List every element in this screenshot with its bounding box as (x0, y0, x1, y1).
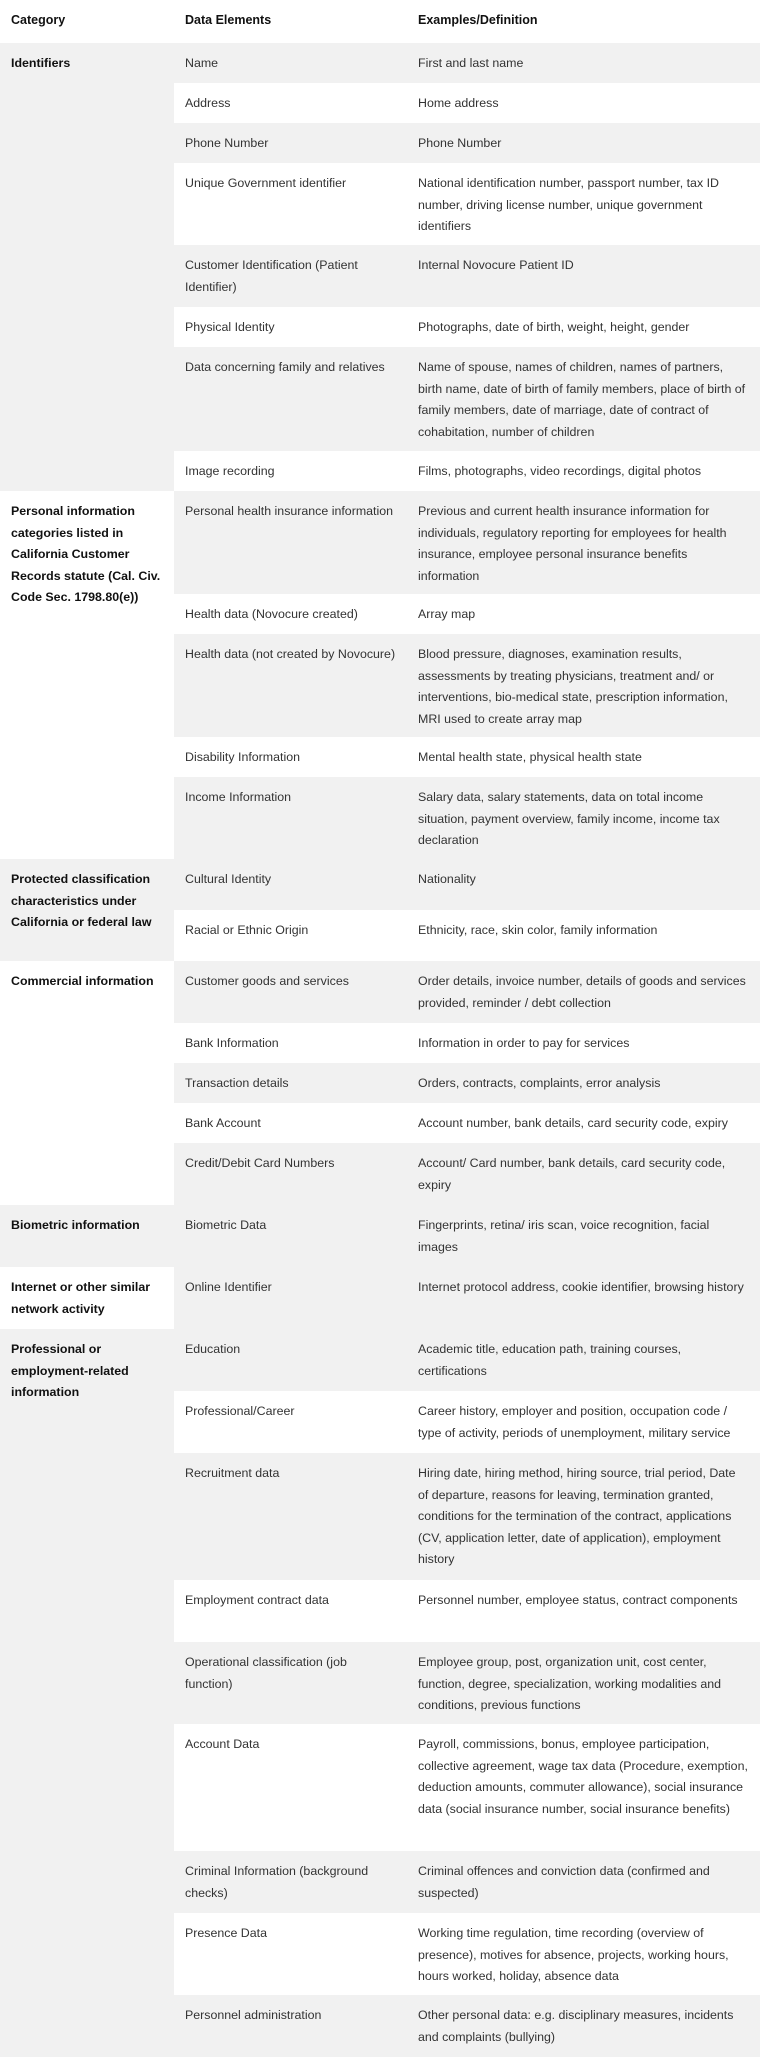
data-element-cell: Bank Information (174, 1023, 407, 1063)
data-element-cell: Unique Government identifier (174, 163, 407, 245)
category-cell: Protected classification characteristics under California or federal law (0, 859, 174, 961)
example-cell: Criminal offences and conviction data (confirmed and suspected) (407, 1851, 760, 1913)
data-element-cell: Physical Identity (174, 307, 407, 347)
header-data-elements: Data Elements (174, 0, 407, 43)
data-element-cell: Employment contract data (174, 1580, 407, 1642)
data-element-cell: Racial or Ethnic Origin (174, 910, 407, 961)
data-element-cell: Income Information (174, 777, 407, 859)
example-cell: Fingerprints, retina/ iris scan, voice recognition, facial images (407, 1205, 760, 1267)
data-element-cell: Account Data (174, 1724, 407, 1851)
table-row (0, 1267, 760, 1329)
data-element-cell: Operational classification (job function) (174, 1642, 407, 1724)
example-cell: Other personal data: e.g. disciplinary measures, incidents and complaints (bullying) (407, 1995, 760, 2057)
example-cell: Information in order to pay for services (407, 1023, 760, 1063)
example-cell: Previous and current health insurance information for individuals, regulatory reporting for employees for health insurance, employee personal insurance benefits information (407, 491, 760, 594)
data-element-cell: Customer Identification (Patient Identifier) (174, 245, 407, 307)
data-element-cell: Presence Data (174, 1913, 407, 1995)
category-cell: Personal information categories listed in California Customer Records statute (Cal. Civ. Code Sec. 1798.80(e)) (0, 491, 174, 859)
example-cell: Home address (407, 83, 760, 123)
table-row (0, 859, 760, 910)
table-row (0, 1329, 760, 1391)
example-cell: National identification number, passport number, tax ID number, driving license number, unique government identifiers (407, 163, 760, 245)
example-cell: Personnel number, employee status, contract components (407, 1580, 760, 1642)
example-cell: Mental health state, physical health state (407, 737, 760, 777)
data-element-cell: Transaction details (174, 1063, 407, 1103)
example-cell: Internal Novocure Patient ID (407, 245, 760, 307)
data-element-cell: Phone Number (174, 123, 407, 163)
category-cell: Internet or other similar network activity (0, 1267, 174, 1329)
example-cell: Academic title, education path, training courses, certifications (407, 1329, 760, 1391)
table-row (0, 961, 760, 1023)
category-cell: Commercial information (0, 961, 174, 1205)
example-cell: Internet protocol address, cookie identifier, browsing history (407, 1267, 760, 1329)
example-cell: Employee group, post, organization unit, cost center, function, degree, specialization, working modalities and conditions, previous functions (407, 1642, 760, 1724)
example-cell: Name of spouse, names of children, names of partners, birth name, date of birth of family members, place of birth of family members, date of marriage, date of contract of cohabitation, number of children (407, 347, 760, 451)
example-cell: Payroll, commissions, bonus, employee participation, collective agreement, wage tax data (Procedure, exemption, deduction amounts, commuter allowance), social insurance data (social insurance number, social insurance benefits) (407, 1724, 760, 1851)
data-element-cell: Data concerning family and relatives (174, 347, 407, 451)
category-cell: Identifiers (0, 43, 174, 491)
example-cell: Working time regulation, time recording (overview of presence), motives for absence, projects, working hours, hours worked, holiday, absence data (407, 1913, 760, 1995)
example-cell: Phone Number (407, 123, 760, 163)
data-element-cell: Credit/Debit Card Numbers (174, 1143, 407, 1205)
data-element-cell: Online Identifier (174, 1267, 407, 1329)
category-cell: Biometric information (0, 1205, 174, 1267)
example-cell: Account number, bank details, card security code, expiry (407, 1103, 760, 1143)
data-element-cell: Recruitment data (174, 1453, 407, 1580)
data-element-cell: Personnel administration (174, 1995, 407, 2057)
data-element-cell: Biometric Data (174, 1205, 407, 1267)
example-cell: Array map (407, 594, 760, 634)
data-element-cell: Address (174, 83, 407, 123)
data-element-cell: Bank Account (174, 1103, 407, 1143)
table-row (0, 491, 760, 594)
example-cell: First and last name (407, 43, 760, 83)
example-cell: Career history, employer and position, occupation code / type of activity, periods of unemployment, military service (407, 1391, 760, 1453)
header-category: Category (0, 0, 174, 43)
data-element-cell: Customer goods and services (174, 961, 407, 1023)
data-element-cell: Image recording (174, 451, 407, 491)
data-element-cell: Health data (Novocure created) (174, 594, 407, 634)
data-element-cell: Name (174, 43, 407, 83)
data-element-cell: Professional/Career (174, 1391, 407, 1453)
example-cell: Ethnicity, race, skin color, family information (407, 910, 760, 961)
example-cell: Films, photographs, video recordings, digital photos (407, 451, 760, 491)
table-body (0, 43, 760, 2057)
example-cell: Order details, invoice number, details of goods and services provided, reminder / debt collection (407, 961, 760, 1023)
data-element-cell: Cultural Identity (174, 859, 407, 910)
example-cell: Orders, contracts, complaints, error analysis (407, 1063, 760, 1103)
data-element-cell: Personal health insurance information (174, 491, 407, 594)
data-element-cell: Education (174, 1329, 407, 1391)
header-examples: Examples/Definition (407, 0, 760, 43)
example-cell: Nationality (407, 859, 760, 910)
table-row (0, 1205, 760, 1267)
example-cell: Blood pressure, diagnoses, examination results, assessments by treating physicians, treatment and/ or interventions, bio-medical state, prescription information, MRI used to create array map (407, 634, 760, 737)
category-cell: Professional or employment-related information (0, 1329, 174, 2057)
example-cell: Photographs, date of birth, weight, height, gender (407, 307, 760, 347)
table-row (0, 43, 760, 83)
data-element-cell: Health data (not created by Novocure) (174, 634, 407, 737)
data-element-cell: Criminal Information (background checks) (174, 1851, 407, 1913)
example-cell: Salary data, salary statements, data on total income situation, payment overview, family income, income tax declaration (407, 777, 760, 859)
example-cell: Account/ Card number, bank details, card security code, expiry (407, 1143, 760, 1205)
data-element-cell: Disability Information (174, 737, 407, 777)
table-header-row (0, 0, 760, 43)
example-cell: Hiring date, hiring method, hiring source, trial period, Date of departure, reasons for leaving, termination granted, conditions for the termination of the contract, applications (CV, application letter, date of application), employment history (407, 1453, 760, 1580)
